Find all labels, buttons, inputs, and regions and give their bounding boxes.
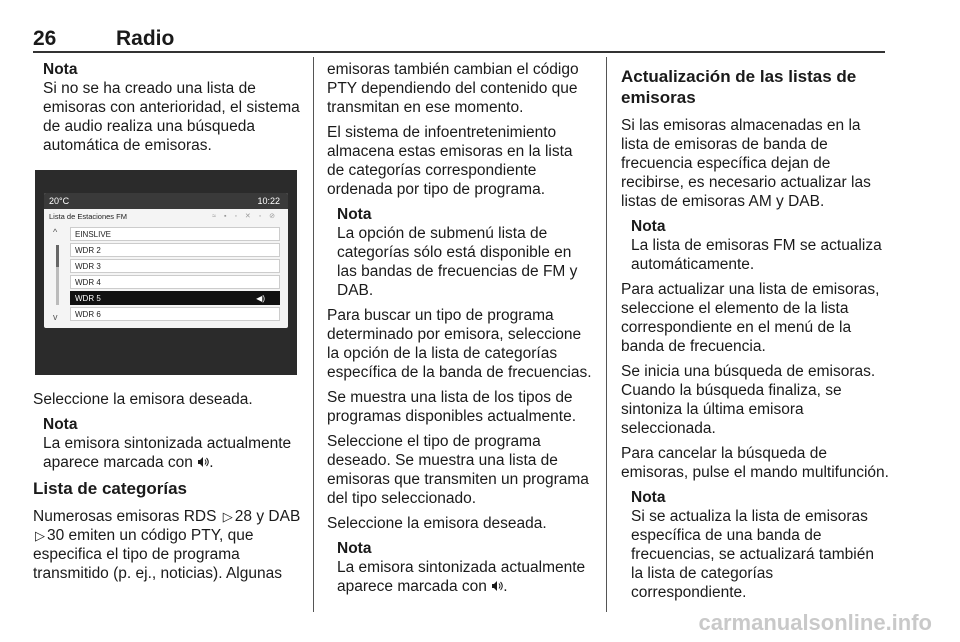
section-title: Radio xyxy=(116,27,175,50)
column-3 xyxy=(621,66,889,608)
note-block xyxy=(43,60,305,155)
chevron-down-icon: v xyxy=(53,312,58,322)
station-row: WDR 2 xyxy=(70,243,280,257)
list-title: Lista de Estaciones FM xyxy=(49,212,127,221)
note-text: La emisora sintonizada actualmente aparece marcada con . xyxy=(43,435,292,471)
note-title: Nota xyxy=(631,489,666,506)
column-2 xyxy=(327,60,593,602)
speaker-icon xyxy=(491,580,503,592)
scrollbar-thumb xyxy=(56,245,59,267)
paragraph: Se muestra una lista de los tipos de programas disponibles actualmente. xyxy=(327,389,576,425)
status-bar xyxy=(44,193,288,209)
note-text: La emisora sintonizada actualmente aparece marcada con . xyxy=(337,559,586,595)
paragraph: Para actualizar una lista de emisoras, seleccione el elemento de la lista correspondiente en el menú de la banda de frecuencia. xyxy=(621,281,880,355)
station-row: WDR 3 xyxy=(70,259,280,273)
page-ref-icon: ▷ xyxy=(222,509,233,524)
station-row-selected xyxy=(70,291,280,305)
watermark: carmanualsonline.info xyxy=(698,610,932,635)
paragraph: Seleccione la emisora deseada. xyxy=(327,515,547,532)
station-row: EINSLIVE xyxy=(70,227,280,241)
station-row: WDR 4 xyxy=(70,275,280,289)
note-text: Si no se ha creado una lista de emisoras con anterioridad, el sistema de audio realiza una búsqueda automática de emisoras. xyxy=(43,80,300,154)
station-label: WDR 5 xyxy=(75,294,101,303)
note-text: Si se actualiza la lista de emisoras específica de una banda de frecuencias, se actualizará también la lista de categorías correspondiente. xyxy=(631,508,874,601)
paragraph: Para buscar un tipo de programa determinado por emisora, seleccione la opción de la lista de categorías específica de la banda de frecuencias. xyxy=(327,307,592,381)
clock: 10:22 xyxy=(257,196,280,206)
note-block xyxy=(631,488,889,602)
note-title: Nota xyxy=(43,416,78,433)
paragraph: Para cancelar la búsqueda de emisoras, pulse el mando multifunción. xyxy=(621,445,889,481)
paragraph: Se inicia una búsqueda de emisoras. Cuando la búsqueda finaliza, se sintoniza la última emisora seleccionada. xyxy=(621,363,876,437)
note-block xyxy=(631,217,889,274)
column-1-lower xyxy=(33,390,305,589)
note-block xyxy=(337,539,593,596)
paragraph: Seleccione la emisora deseada. xyxy=(33,391,253,408)
paragraph: emisoras también cambian el código PTY dependiendo del contenido que transmitan en ese momento. xyxy=(327,61,579,116)
note-text: La opción de submenú lista de categorías sólo está disponible en las bandas de frecuencias de FM y DAB. xyxy=(337,225,578,299)
page-number: 26 xyxy=(33,27,57,50)
note-title: Nota xyxy=(337,206,372,223)
note-title: Nota xyxy=(43,61,78,78)
paragraph: El sistema de infoentretenimiento almacena estas emisoras en la lista de categorías correspondiente ordenada por tipo de programa. xyxy=(327,124,573,198)
note-block xyxy=(337,205,593,300)
speaker-icon: ◀) xyxy=(256,294,265,303)
radio-screenshot xyxy=(35,170,297,375)
station-row: WDR 6 xyxy=(70,307,280,321)
section-heading: Actualización de las listas de emisoras xyxy=(621,67,857,107)
note-block xyxy=(43,415,305,472)
header-rule xyxy=(33,51,885,53)
page-ref-icon: ▷ xyxy=(35,528,45,543)
note-text: La lista de emisoras FM se actualiza automáticamente. xyxy=(631,237,882,273)
status-icons: ≈ ▪ ◦ ✕ ◦ ⊘ xyxy=(212,213,278,220)
column-divider-1 xyxy=(313,57,314,612)
note-title: Nota xyxy=(631,218,666,235)
paragraph: Numerosas emisoras RDS ▷ 28 y DAB ▷ 30 emiten un código PTY, que especifica el tipo de programa transmitido (p. ej., noticias). Algunas xyxy=(33,508,301,582)
column-divider-2 xyxy=(606,57,607,612)
temperature: 20°C xyxy=(49,196,70,206)
paragraph: Seleccione el tipo de programa deseado. Se muestra una lista de emisoras que transmiten un programa del tipo seleccionado. xyxy=(327,433,589,507)
note-title: Nota xyxy=(337,540,372,557)
section-heading: Lista de categorías xyxy=(33,479,188,498)
chevron-up-icon: ^ xyxy=(53,227,58,237)
column-1 xyxy=(43,60,305,161)
paragraph: Si las emisoras almacenadas en la lista de emisoras de banda de frecuencia específica dejan de recibirse, es necesario actualizar las listas de emisoras AM y DAB. xyxy=(621,117,871,210)
station-list-screen xyxy=(44,193,288,328)
speaker-icon xyxy=(197,456,209,468)
